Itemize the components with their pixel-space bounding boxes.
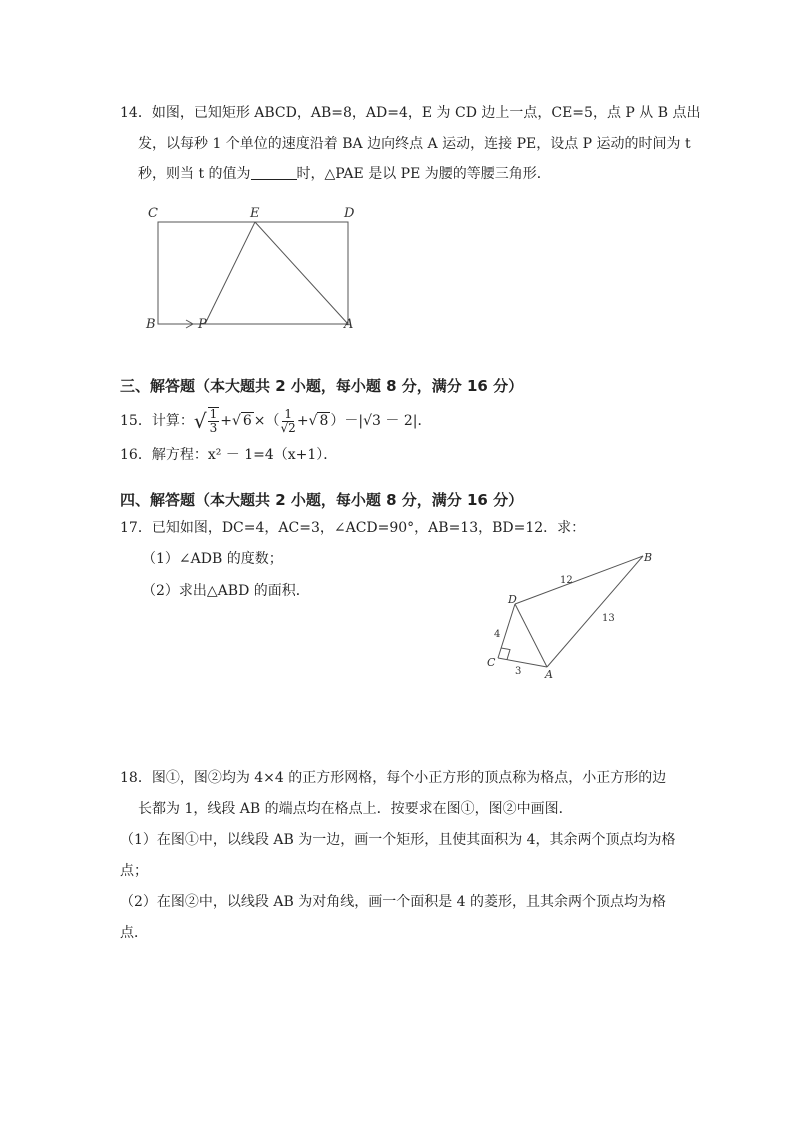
times-sign: ×（ <box>253 413 280 429</box>
label-c: C <box>148 206 158 221</box>
q18-part-2-line-2: 点． <box>120 925 148 941</box>
q18-line-1: 18．图①，图②均为 4×4 的正方形网格，每个小正方形的顶点称为格点，小正方形的边 <box>120 770 667 786</box>
q14-line-3 <box>138 164 551 184</box>
answer-blank[interactable] <box>251 165 297 180</box>
q14-line-1: 14．如图，已知矩形 ABCD，AB=8，AD=4，E 为 CD 边上一点，CE=5，点 P 从 B 点出 <box>120 105 701 121</box>
label-c: C <box>487 656 496 669</box>
q18-part-2-line-1: （2）在图②中，以线段 AB 为对角线，画一个面积是 4 的菱形，且其余两个顶点均为格 <box>120 894 667 910</box>
label-b: B <box>146 317 156 332</box>
sqrt-6: √ 6 <box>231 413 252 429</box>
q15-tail: ）－|√3 － 2|． <box>330 413 432 429</box>
q18-line-2: 长都为 1，线段 AB 的端点均在格点上．按要求在图①，图②中画图． <box>138 801 573 817</box>
rectangle-abcd <box>158 222 348 324</box>
length-13: 13 <box>602 613 615 624</box>
section-4-heading: 四、解答题（本大题共 2 小题，每小题 8 分，满分 16 分） <box>120 491 524 509</box>
label-d: D <box>344 206 355 221</box>
sqrt-sign-1: √ <box>193 409 207 433</box>
q14-line-3-end: 时，△PAE 是以 PE 为腰的等腰三角形． <box>296 166 551 182</box>
label-a: A <box>344 317 354 332</box>
sqrt-8: √ 8 <box>308 413 329 429</box>
segment-pe <box>205 222 255 324</box>
segment-da <box>515 604 547 667</box>
fraction-1-sqrt2 <box>281 408 296 435</box>
fraction-2-numerator: 1 <box>284 406 292 421</box>
q18-part-1-line-1: （1）在图①中，以线段 AB 为一边，画一个矩形，且使其面积为 4，其余两个顶点均为格 <box>120 832 676 848</box>
q17-quadrilateral-figure <box>470 545 670 685</box>
label-p: P <box>198 317 207 332</box>
right-angle-mark <box>501 648 510 660</box>
plus-sign-2: + <box>296 413 309 429</box>
segment-db <box>515 556 643 604</box>
label-e: E <box>250 206 260 221</box>
q14-line-2: 发，以每秒 1 个单位的速度沿着 BA 边向终点 A 运动，连接 PE，设点 P 运动的时间为 t <box>138 136 691 152</box>
q17-stem: 17．已知如图，DC=4，AC=3，∠ACD=90°，AB=13，BD=12．求： <box>120 520 586 536</box>
sqrt-8-radicand: 8 <box>319 413 329 429</box>
q15-expression <box>120 404 431 438</box>
label-b: B <box>644 551 653 564</box>
label-a: A <box>545 668 553 681</box>
segment-dc <box>498 604 515 658</box>
q15-prefix: 15．计算： <box>120 413 194 429</box>
q14-line-3-start: 秒，则当 t 的值为 <box>138 166 251 182</box>
length-4: 4 <box>494 629 501 640</box>
section-3-heading: 三、解答题（本大题共 2 小题，每小题 8 分，满分 16 分） <box>120 377 524 395</box>
segment-ea <box>255 222 348 324</box>
fraction-1-denominator: 3 <box>209 421 218 435</box>
q18-part-1-line-2: 点； <box>120 863 148 879</box>
fraction-2-denominator: √2 <box>280 420 296 435</box>
fraction-1-3 <box>208 407 220 435</box>
segment-ba <box>547 556 643 667</box>
plus-sign-1: + <box>220 413 232 429</box>
q17-part-2: （2）求出△ABD 的面积． <box>142 583 310 599</box>
segment-ca <box>498 658 547 667</box>
length-12: 12 <box>560 575 573 586</box>
q17-part-1: （1）∠ADB 的度数； <box>142 551 283 567</box>
q16-line: 16．解方程：x² － 1=4（x+1）． <box>120 447 338 463</box>
fraction-1-numerator: 1 <box>209 407 218 421</box>
length-3: 3 <box>515 666 522 677</box>
q14-rectangle-figure <box>140 200 380 340</box>
sqrt-6-radicand: 6 <box>242 413 252 429</box>
label-d: D <box>508 593 517 606</box>
